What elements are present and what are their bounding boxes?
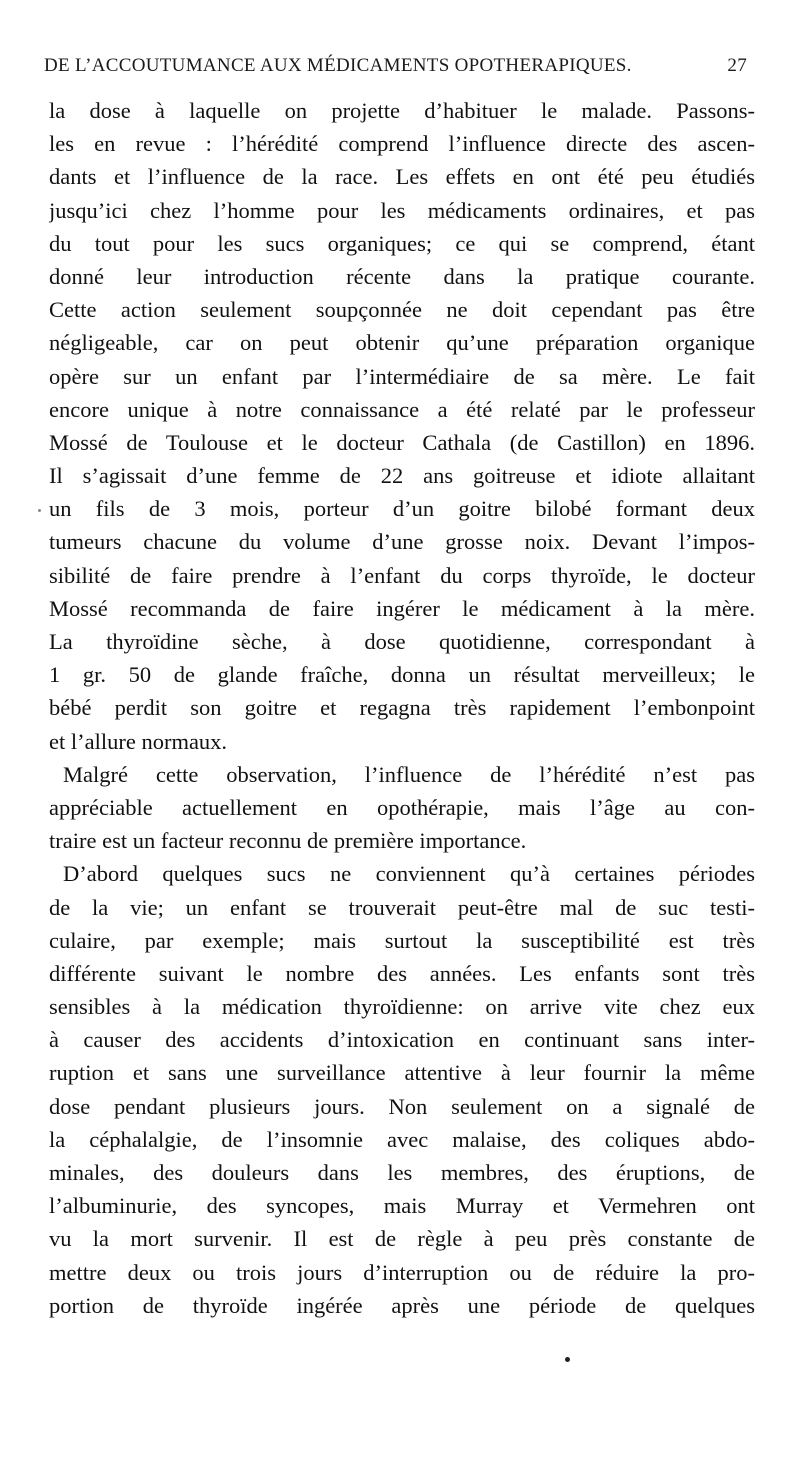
- text-line: l’albuminurie, des syncopes, mais Murray et Vermehren ont: [49, 1193, 755, 1219]
- body-text: [49, 94, 755, 1322]
- text-line: minales, des douleurs dans les membres, des éruptions, de: [49, 1160, 755, 1185]
- text-line: La thyroïdine sèche, à dose quotidienne, correspondant à: [49, 629, 755, 654]
- text-line: sensibles à la médication thyroïdienne: on arrive vite chez eux: [49, 994, 755, 1020]
- text-line: portion de thyroïde ingérée après une période de quelques: [49, 1292, 755, 1318]
- text-line: Il s’agissait d’une femme de 22 ans goitreuse et idiote allaitant: [49, 463, 755, 489]
- text-line: ruption et sans une surveillance attentive à leur fournir la même: [49, 1060, 755, 1086]
- text-line: la céphalalgie, de l’insomnie avec malaise, des coliques abdo-: [49, 1126, 755, 1152]
- text-line: à causer des accidents d’intoxication en continuant sans inter-: [49, 1027, 755, 1053]
- text-line: 1 gr. 50 de glande fraîche, donna un résultat merveilleux; le: [49, 662, 755, 688]
- text-line: Mossé recommanda de faire ingérer le médicament à la mère.: [49, 595, 755, 621]
- text-line: Mossé de Toulouse et le docteur Cathala (de Castillon) en 1896.: [49, 429, 755, 455]
- text-line: sibilité de faire prendre à l’enfant du corps thyroïde, le docteur: [49, 562, 755, 588]
- text-line: différente suivant le nombre des années. Les enfants sont très: [49, 960, 755, 986]
- text-line: vu la mort survenir. Il est de règle à peu près constante de: [49, 1226, 755, 1252]
- text-line: et l’allure normaux.: [49, 728, 228, 754]
- text-line: du tout pour les sucs organiques; ce qui se comprend, étant: [49, 230, 755, 256]
- text-line: encore unique à notre connaissance a été relaté par le professeur: [49, 396, 755, 422]
- text-line: négligeable, car on peut obtenir qu’une préparation organique: [49, 330, 755, 356]
- text-line: tumeurs chacune du volume d’une grosse noix. Devant l’impos-: [49, 529, 755, 555]
- text-line: de la vie; un enfant se trouverait peut-être mal de suc testi-: [49, 894, 755, 920]
- page-number: 27: [727, 55, 747, 76]
- text-line: dose pendant plusieurs jours. Non seulement on a signalé de: [49, 1093, 755, 1119]
- text-line: dants et l’influence de la race. Les effets en ont été peu étudiés: [49, 164, 755, 190]
- text-line: Cette action seulement soupçonnée ne doit cependant pas être: [49, 297, 755, 323]
- text-line: D’abord quelques sucs ne conviennent qu’à certaines périodes: [63, 861, 755, 887]
- text-line: mettre deux ou trois jours d’interruption ou de réduire la pro-: [49, 1259, 755, 1285]
- ink-speck: [565, 1357, 570, 1362]
- text-line: jusqu’ici chez l’homme pour les médicaments ordinaires, et pas: [49, 197, 755, 223]
- text-line: appréciable actuellement en opothérapie, mais l’âge au con-: [49, 794, 755, 820]
- text-line: traire est un facteur reconnu de première importance.: [49, 828, 527, 854]
- text-line: la dose à laquelle on projette d’habituer le malade. Passons-: [49, 98, 755, 123]
- ink-speck: [38, 509, 41, 512]
- text-line: Malgré cette observation, l’influence de l’hérédité n’est pas: [63, 761, 755, 787]
- header-title: DE L’ACCOUTUMANCE AUX MÉDICAMENTS OPOTHERAPIQUES.: [44, 55, 632, 76]
- text-line: un fils de 3 mois, porteur d’un goitre bilobé formant deux: [49, 496, 755, 522]
- text-line: culaire, par exemple; mais surtout la susceptibilité est très: [49, 927, 755, 953]
- text-line: donné leur introduction récente dans la pratique courante.: [49, 263, 755, 289]
- text-line: opère sur un enfant par l’intermédiaire de sa mère. Le fait: [49, 363, 755, 389]
- text-line: les en revue : l’hérédité comprend l’influence directe des ascen-: [49, 131, 755, 157]
- text-line: bébé perdit son goitre et regagna très rapidement l’embonpoint: [49, 695, 755, 721]
